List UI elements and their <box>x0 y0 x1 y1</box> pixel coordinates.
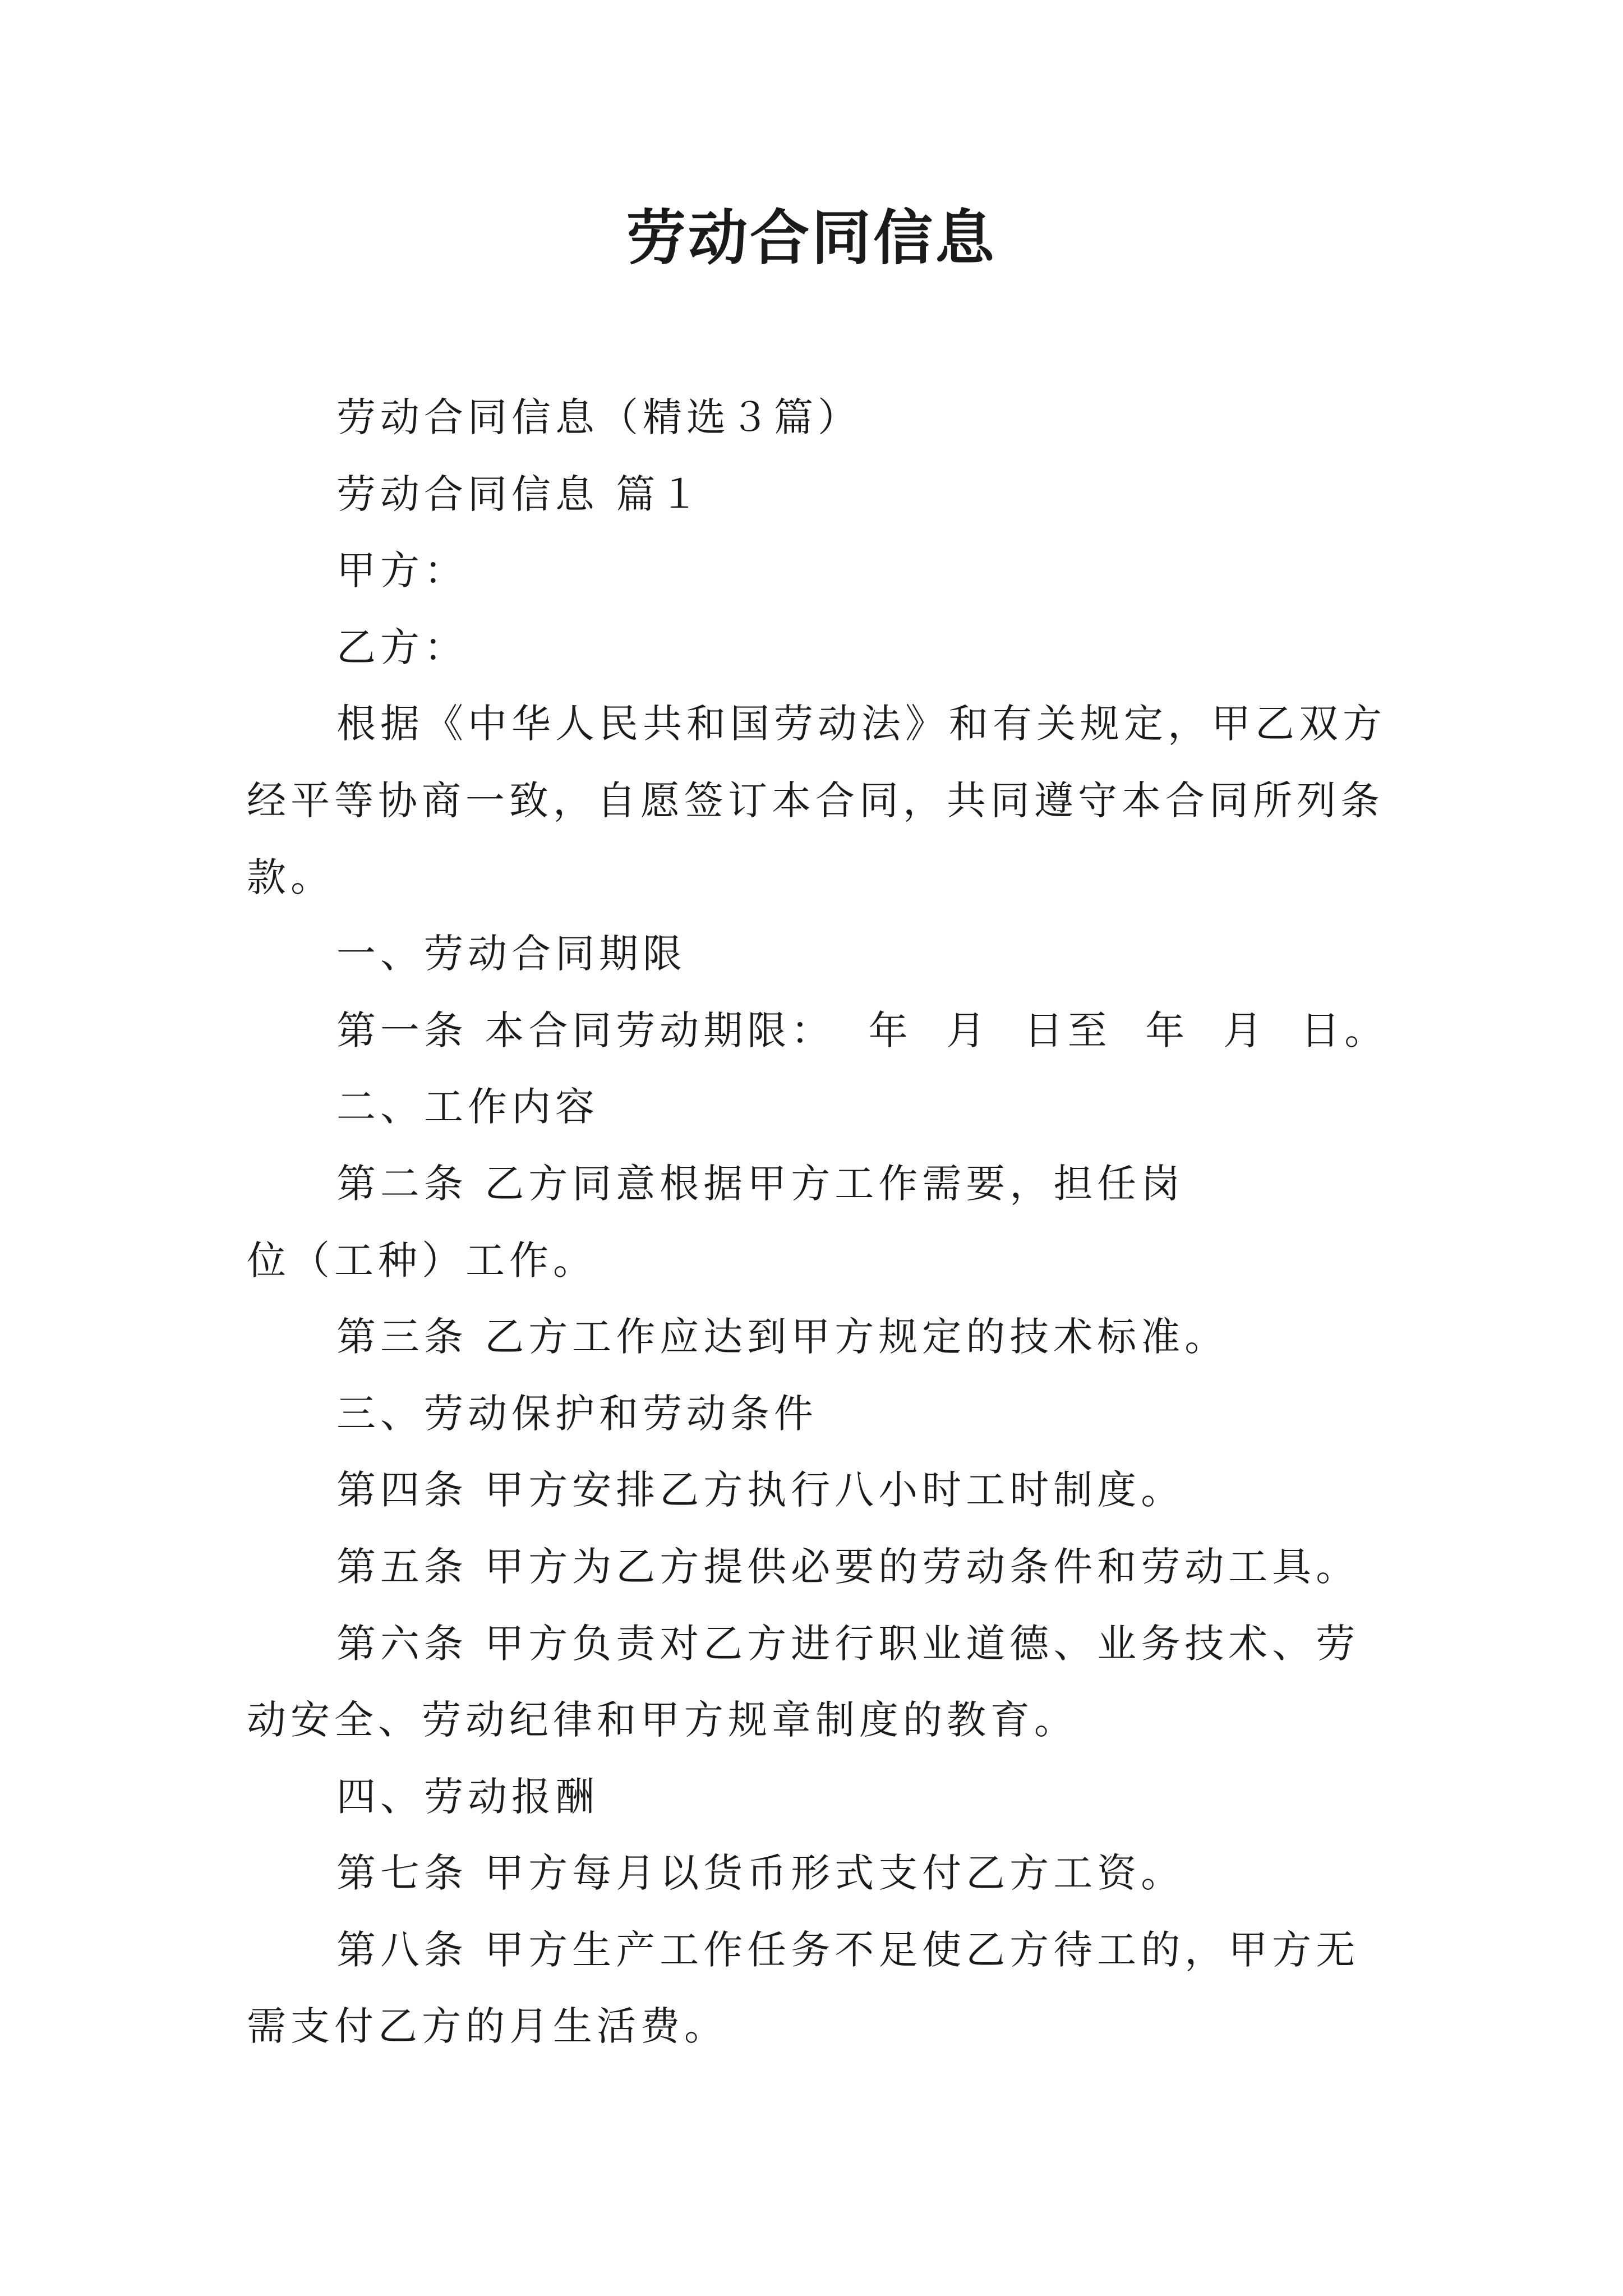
chapter-heading-term: 一、劳动合同期限 <box>336 931 686 977</box>
article-1: 第一条 本合同劳动期限： 年 月 日至 年 月 日。 <box>336 1007 1389 1053</box>
article-7: 第七条 甲方每月以货币形式支付乙方工资。 <box>336 1850 1185 1897</box>
party-b-line: 乙方： <box>336 624 468 670</box>
party-a-line: 甲方： <box>336 547 468 594</box>
article-2: 第二条 乙方同意根据甲方工作需要，担任岗位（工种）工作。 <box>247 1160 1185 1283</box>
section-heading-part-1: 劳动合同信息 篇１ <box>336 471 704 517</box>
article-5: 第五条 甲方为乙方提供必要的劳动条件和劳动工具。 <box>336 1543 1360 1590</box>
chapter-heading-work: 二、工作内容 <box>336 1084 599 1130</box>
subtitle-selection: 劳动合同信息（精选３篇） <box>336 394 861 440</box>
preamble-paragraph: 根据《中华人民共和国劳动法》和有关规定，甲乙双方经平等协商一致，自愿签订本合同，共同遵守本合同所列条款。 <box>247 701 1386 900</box>
article-4: 第四条 甲方安排乙方执行八小时工时制度。 <box>336 1467 1185 1513</box>
article-3: 第三条 乙方工作应达到甲方规定的技术标准。 <box>336 1314 1229 1360</box>
chapter-heading-protection: 三、劳动保护和劳动条件 <box>336 1390 818 1437</box>
article-8: 第八条 甲方生产工作任务不足使乙方待工的，甲方无需支付乙方的月生活费。 <box>247 1926 1360 2050</box>
document-title: 劳动合同信息 <box>626 204 997 273</box>
article-6: 第六条 甲方负责对乙方进行职业道德、业务技术、劳动安全、劳动纪律和甲方规章制度的教育。 <box>247 1620 1360 1743</box>
chapter-heading-pay: 四、劳动报酬 <box>336 1773 599 1820</box>
document-body <box>247 379 1391 2065</box>
